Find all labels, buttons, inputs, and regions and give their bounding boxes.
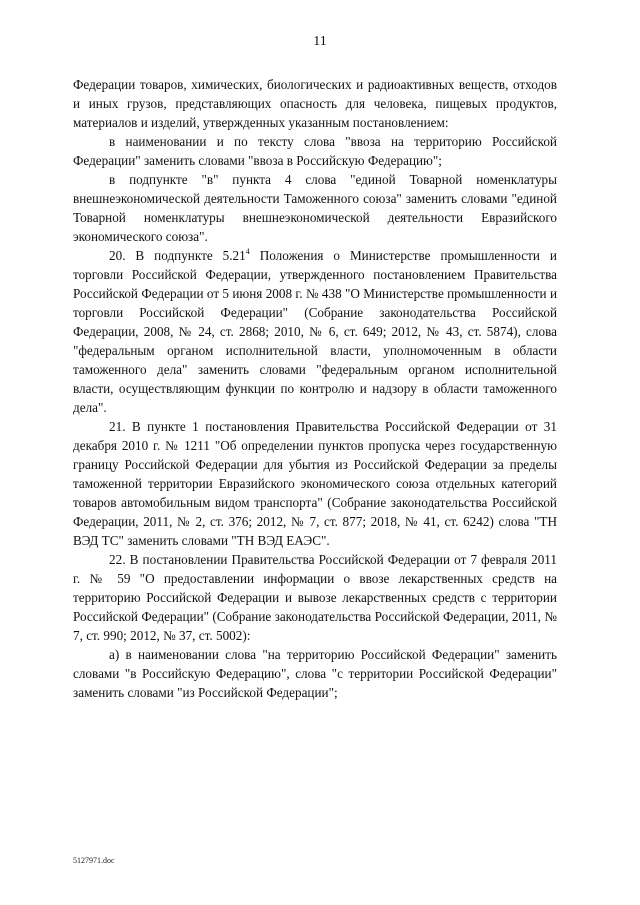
paragraph-item-22-a: а) в наименовании слова "на территорию Российской Федерации" заменить словами "в Российскую Федерацию", слова "с территории Российской Федерации" заменить словами "из Российской Федерации"; (73, 647, 557, 700)
footer-filename: 5127971.doc (73, 856, 115, 865)
item-20-superscript: 4 (245, 247, 250, 256)
item-20-text-after: Положения о Министерстве промышленности и торговли Российской Федерации, утвержденного постановлением Правительства Российской Федерации от 5 июня 2008 г. № 438 "О Министерстве промышленности и торговли Российской Федерации" (Собрание законодательства Российской Федерации, 2008, № 24, ст. 2868; 2010, № 6, ст. 649; 2012, № 43, ст. 5874), слова "федеральным органом исполнительной власти, уполномоченным в области таможенного дела" заменить словами "федеральным органом исполнительной власти, осуществляющим функции по контролю и надзору в области таможенного дела". (73, 248, 557, 415)
paragraph-subitem-v: в подпункте "в" пункта 4 слова "единой Товарной номенклатуры внешнеэкономической деятельности Таможенного союза" заменить словами "единой Товарной номенклатуры внешнеэкономической деятельности Евразийского экономического союза". (73, 172, 557, 244)
paragraph-continuation: Федерации товаров, химических, биологических и радиоактивных веществ, отходов и иных грузов, представляющих опасность для человека, пищевых продуктов, материалов и изделий, утвержденных указанным постановлением: (73, 77, 557, 130)
paragraph-item-21: 21. В пункте 1 постановления Правительства Российской Федерации от 31 декабря 2010 г. № 1211 "Об определении пунктов пропуска через государственную границу Российской Федерации для убытия из Российской Федерации за пределы таможенной территории Евразийского экономического союза отдельных категорий товаров автомобильным видом транспорта" (Собрание законодательства Российской Федерации, 2011, № 2, ст. 376; 2012, № 7, ст. 877; 2018, № 41, ст. 6242) слова "ТН ВЭД ТС" заменить словами "ТН ВЭД ЕАЭС". (73, 419, 557, 548)
item-20-text-before: 20. В подпункте 5.21 (109, 248, 246, 263)
page-number: 11 (313, 34, 327, 49)
paragraph-name-change: в наименовании и по тексту слова "ввоза на территорию Российской Федерации" заменить словами "ввоза в Российскую Федерацию"; (73, 134, 557, 168)
paragraph-item-20 (73, 246, 557, 417)
paragraph-item-22: 22. В постановлении Правительства Российской Федерации от 7 февраля 2011 г. № 59 "О предоставлении информации о ввозе лекарственных средств на территорию Российской Федерации и вывозе лекарственных средств с территории Российской Федерации" (Собрание законодательства Российской Федерации, 2011, № 7, ст. 990; 2012, № 37, ст. 5002): (73, 552, 557, 643)
document-body (73, 75, 557, 702)
